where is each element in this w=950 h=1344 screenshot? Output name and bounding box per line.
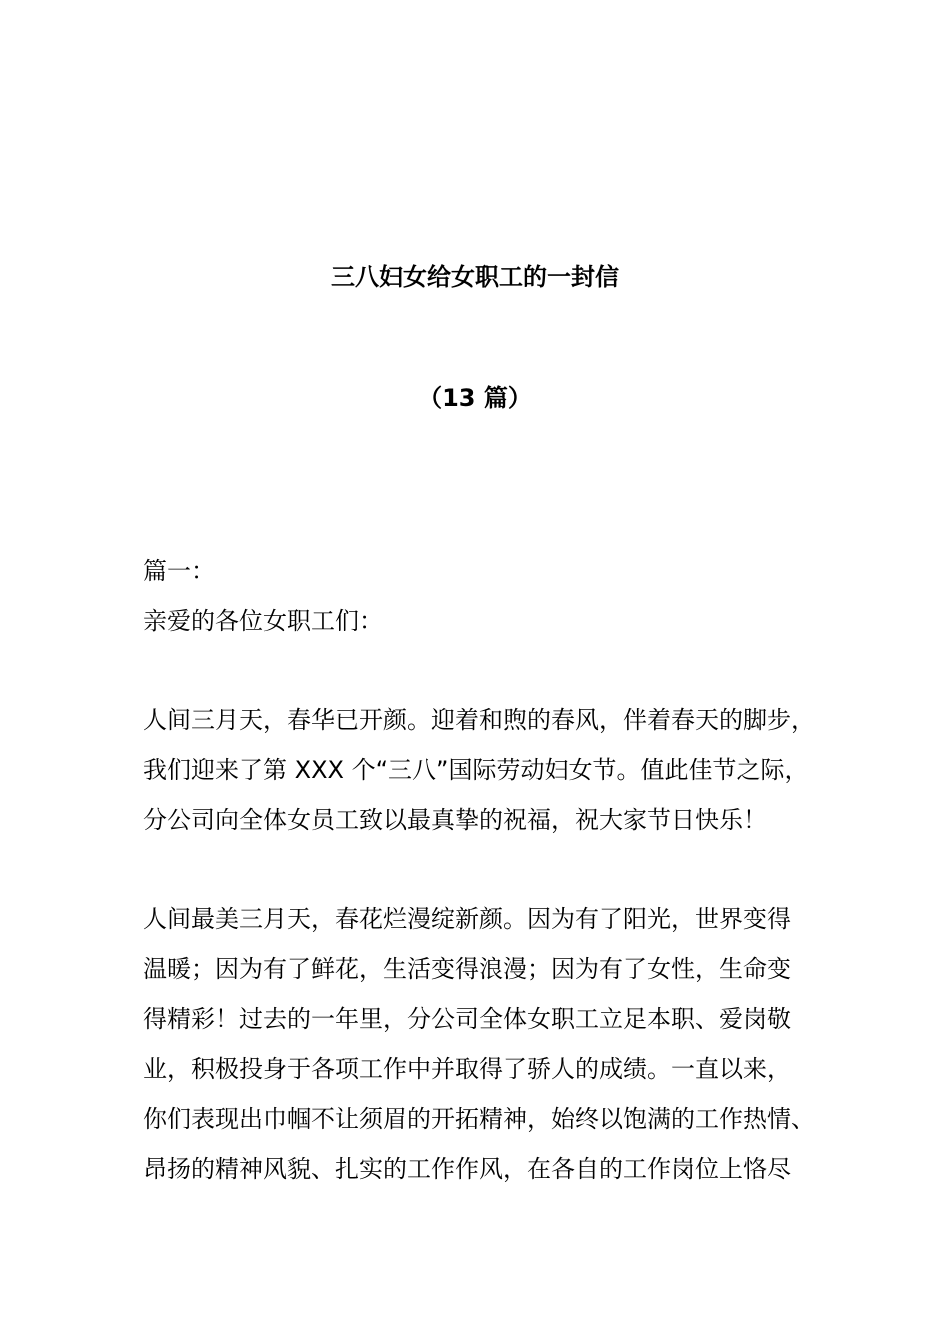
paragraph-line: 人间三月天，春华已开颜。迎着和煦的春风，伴着春天的脚步， xyxy=(143,706,815,734)
document-subtitle: （13 篇） xyxy=(418,384,532,412)
paragraph-2 xyxy=(143,894,833,1194)
paragraph-line: 我们迎来了第 XXX 个“三八”国际劳动妇女节。值此佳节之际， xyxy=(143,756,809,784)
paragraph-line: 分公司向全体女员工致以最真挚的祝福，祝大家节日快乐！ xyxy=(143,806,767,834)
section-label: 篇一： xyxy=(143,557,215,585)
document-title: 三八妇女给女职工的一封信 xyxy=(331,263,619,291)
paragraph-line: 昂扬的精神风貌、扎实的工作作风，在各自的工作岗位上恪尽 xyxy=(143,1155,791,1183)
paragraph-line: 得精彩！过去的一年里，分公司全体女职工立足本职、爱岗敬 xyxy=(143,1005,791,1033)
paragraph-1 xyxy=(143,695,833,845)
paragraph-line: 你们表现出巾帼不让须眉的开拓精神，始终以饱满的工作热情、 xyxy=(143,1105,815,1133)
greeting: 亲爱的各位女职工们： xyxy=(143,607,383,635)
paragraph-line: 人间最美三月天，春花烂漫绽新颜。因为有了阳光，世界变得 xyxy=(143,905,791,933)
paragraph-line: 业，积极投身于各项工作中并取得了骄人的成绩。一直以来， xyxy=(143,1055,791,1083)
paragraph-line: 温暖；因为有了鲜花，生活变得浪漫；因为有了女性，生命变 xyxy=(143,955,791,983)
